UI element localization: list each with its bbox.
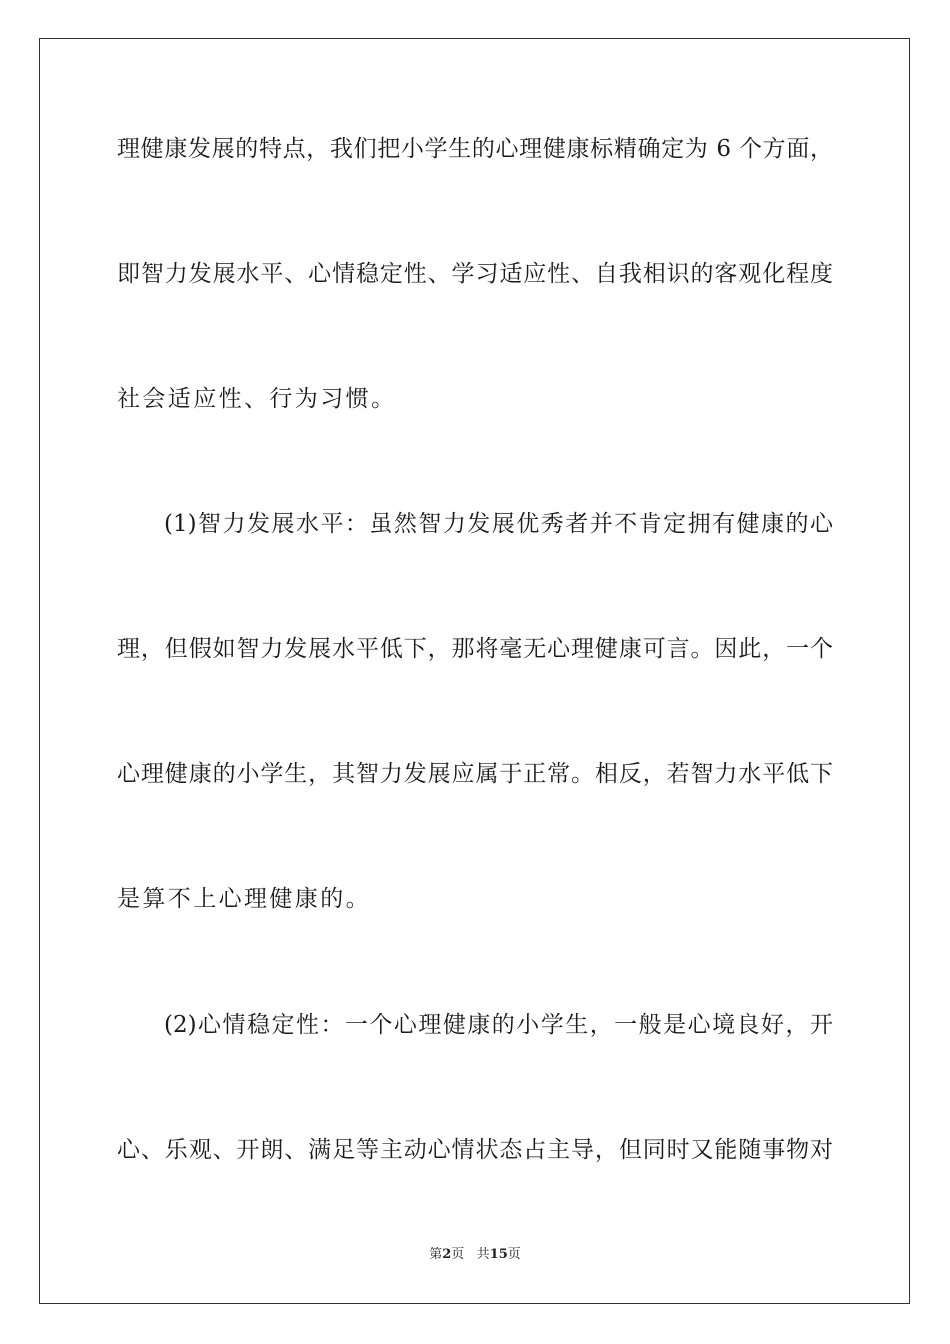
paragraph-2-line-1: (2)心情稳定性：一个心理健康的小学生，一般是心境良好，开 bbox=[164, 1012, 833, 1038]
footer-total-suffix: 页 bbox=[507, 1247, 521, 1262]
paragraph-1-line-3: 心理健康的小学生，其智力发展应属于正常。相反，若智力水平低下 bbox=[117, 761, 833, 787]
footer-page-suffix: 页 bbox=[451, 1247, 465, 1262]
page-frame bbox=[39, 38, 910, 1304]
footer-total-prefix: 共 bbox=[476, 1247, 490, 1262]
body-line-1: 理健康发展的特点，我们把小学生的心理健康标精确定为 6 个方面， bbox=[117, 136, 833, 162]
body-line-2: 即智力发展水平、心情稳定性、学习适应性、自我相识的客观化程度 bbox=[117, 261, 833, 287]
paragraph-1-line-1: (1)智力发展水平：虽然智力发展优秀者并不肯定拥有健康的心 bbox=[164, 511, 833, 537]
paragraph-1-line-2: 理，但假如智力发展水平低下，那将毫无心理健康可言。因此，一个 bbox=[117, 636, 833, 662]
footer-total-pages: 15 bbox=[489, 1247, 508, 1262]
page-footer bbox=[0, 1246, 950, 1264]
body-line-3: 社会适应性、行为习惯。 bbox=[117, 386, 397, 412]
paragraph-2-line-2: 心、乐观、开朗、满足等主动心情状态占主导，但同时又能随事物对 bbox=[117, 1137, 833, 1163]
footer-page-number: 2 bbox=[442, 1247, 452, 1262]
paragraph-1-line-4: 是算不上心理健康的。 bbox=[117, 886, 371, 912]
footer-prefix: 第 bbox=[429, 1247, 443, 1262]
